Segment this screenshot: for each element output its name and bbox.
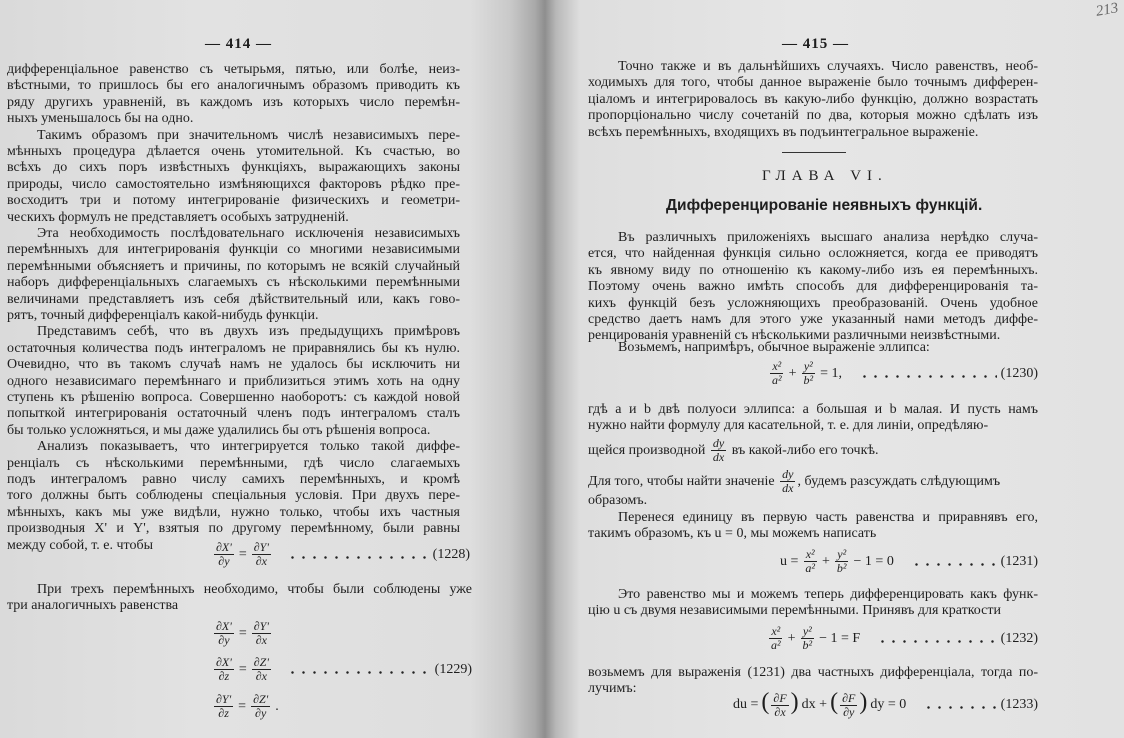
numerator: ∂F (842, 691, 856, 706)
section-divider (782, 152, 846, 153)
text-line: ренціалъ съ нѣсколькими перемѣнными, гдѣ число слагаемыхъ (7, 455, 460, 471)
denominator: a² (771, 638, 781, 652)
text-line: Возьмемъ, напримѣръ, обычное выраженіе эллипса: (618, 340, 930, 355)
equation-term: + (787, 630, 796, 646)
equation-1229-row-2 (212, 656, 472, 683)
text-segment: Для того, чтобы найти значеніе (588, 474, 779, 489)
paragraph (588, 59, 1038, 141)
equation-1229-row-3 (212, 693, 282, 720)
numerator: x² (772, 359, 782, 373)
denominator: b² (803, 373, 814, 387)
text-line: ходимыхъ для того, чтобы данное выраженіе было точнымъ дифферен- (588, 75, 1038, 91)
denominator: a² (772, 373, 782, 387)
left-paren: ( (830, 689, 839, 715)
text-segment: , будемъ разсуждать слѣдующимъ (797, 474, 1001, 489)
paragraph (588, 230, 1038, 345)
equation-term: du = (733, 696, 759, 712)
numerator: ∂Y' (216, 692, 232, 706)
text-line: къ явному виду по отношенію къ какому-либо изъ ея перемѣнныхъ. (588, 262, 1038, 278)
paragraph (7, 128, 460, 226)
text-line: Представимъ себѣ, что въ двухъ изъ предыдущихъ примѣровъ (37, 324, 460, 340)
text-line: подъ интеграломъ равно числу самихъ перемѣнныхъ, и кромѣ (7, 471, 460, 487)
denominator: ∂y (218, 554, 230, 568)
text-line: величинами представляетъ изъ себя дѣйствительный или, какъ гово- (7, 291, 460, 307)
chapter-title: Дифференцированіе неявныхъ функцій. (666, 197, 983, 214)
equation-term: = (238, 625, 247, 641)
denominator: a² (805, 561, 816, 575)
text-line: ряду другихъ уравненій, въ каждомъ изъ которыхъ число перемѣн- (7, 94, 460, 110)
numerator: x² (771, 624, 781, 638)
equation-number: (1231) (1000, 553, 1038, 569)
paragraph (588, 493, 1038, 509)
numerator: ∂Y' (253, 619, 269, 633)
denominator: ∂z (218, 706, 229, 720)
parenthesized-fraction (830, 690, 867, 719)
equation-1231 (777, 548, 1038, 575)
text-line: Это равенство мы и можемъ теперь дифференцировать какъ функ- (618, 587, 1038, 602)
text-line: Анализъ показываетъ, что интегрируется только такой диффе- (37, 439, 460, 455)
chapter-heading: ГЛАВА VI. (762, 168, 888, 184)
fraction (252, 656, 271, 683)
fraction (251, 693, 270, 720)
paragraph (7, 582, 472, 615)
right-paren: ) (859, 689, 868, 715)
equation-1229-row-1 (212, 620, 273, 647)
text-line: рятъ, точный дифференціалъ какой-нибудь функціи. (7, 307, 319, 323)
equation-term: = (238, 698, 247, 714)
fraction (803, 548, 817, 575)
numerator: dy (782, 467, 794, 482)
denominator: dx (782, 481, 794, 496)
fraction (780, 468, 795, 495)
numerator: y² (803, 359, 813, 373)
text-line: средство даетъ намъ для этого уже указанный нами методъ диффе- (588, 311, 1038, 327)
equation-term: = 1, (820, 365, 843, 381)
text-line: Точно также и въ дальнѣйшихъ случаяхъ. Число равенствъ, необ- (618, 59, 1038, 74)
equation-term: dx + (801, 696, 828, 712)
equation-1228 (212, 541, 470, 568)
text-line (588, 436, 1038, 466)
text-line: нужно найти формулу для касательной, т. е. для линіи, опредѣляю- (588, 418, 989, 434)
paragraph (588, 402, 1038, 435)
fraction (214, 693, 233, 720)
text-line: перемѣнныхъ для интегрированія функціи со многими независимыми (7, 242, 460, 258)
numerator: ∂F (773, 691, 787, 706)
text-segment: щейся производной (588, 443, 709, 458)
fraction (835, 548, 849, 575)
text-line: Поэтому очень важно имѣть способъ для дифференцированія та- (588, 279, 1038, 295)
text-line: Такимъ образомъ при значительномъ числѣ независимыхъ пере- (37, 127, 460, 143)
numerator: y² (837, 547, 847, 561)
numerator: dy (712, 436, 725, 451)
text-line: производныя X' и Y', взятыя по другому перемѣнному, были равны (7, 521, 460, 537)
paragraph (7, 324, 460, 439)
fraction (802, 360, 816, 387)
fraction (771, 692, 788, 719)
left-paren: ( (761, 689, 770, 715)
numerator: ∂X' (216, 540, 232, 554)
dot-leader (911, 563, 997, 566)
equation-term: u = (780, 553, 799, 569)
equation-term: − 1 = F (819, 630, 861, 646)
numerator: y² (802, 624, 812, 638)
equation-1233 (730, 690, 1038, 719)
fraction (214, 620, 234, 647)
fraction (769, 625, 783, 652)
denominator: ∂y (218, 633, 230, 647)
text-line: ется, что найденная функція сильно осложняется, когда ее приводятъ (588, 246, 1038, 262)
equation-number: (1228) (432, 546, 470, 562)
denominator: b² (836, 561, 847, 575)
denominator: ∂y (843, 705, 855, 720)
text-line: попыткой интегрированія остаточный членъ подъ интеграломъ сталъ (7, 406, 460, 422)
equation-1232 (767, 625, 1038, 652)
equation-term: = (238, 546, 247, 562)
text-line: бы только усложняться, и мы даже удалились бы отъ рѣшенія вопроса. (7, 422, 431, 438)
text-line: пропорціонально числу сочетаній по два, которыя можно сдѣлать изъ (588, 108, 1038, 124)
page-number: — 414 — (205, 36, 272, 52)
denominator: ∂y (255, 706, 267, 720)
page-number: — 415 — (782, 36, 849, 52)
equation-number: (1233) (1000, 696, 1038, 712)
dot-leader (877, 640, 996, 643)
handwritten-page-mark: 213 (1094, 0, 1120, 20)
equation-1230 (768, 360, 1038, 387)
text-line: возьмемъ для выраженія (1231) два частныхъ дифференціала, тогда по- (588, 665, 1038, 680)
text-line: наборъ дифференціальныхъ слагаемыхъ съ нѣсколькими перемѣнными (7, 275, 460, 291)
fraction (252, 541, 271, 568)
parenthesized-fraction (761, 690, 798, 719)
paragraph (588, 510, 1038, 543)
text-line: вѣстными, то пришлось бы его аналогичнымъ образомъ приводить къ (7, 78, 460, 94)
equation-number: (1230) (1000, 365, 1038, 381)
text-line: лучимъ: (588, 681, 637, 697)
text-line: ныхъ уменьшалось бы на одно. (7, 111, 194, 127)
text-line: мѣнныхъ, какъ мы уже видѣли, нужно только, чтобы ихъ частныя (7, 504, 460, 520)
dot-leader (287, 556, 429, 559)
fraction (711, 437, 726, 464)
text-line: ческихъ формулъ не представляетъ особыхъ затрудненій. (7, 209, 349, 225)
numerator: ∂Z' (253, 692, 269, 706)
denominator: ∂z (218, 669, 230, 683)
equation-term: = (238, 661, 247, 677)
text-line: цію u съ двумя независимыми перемѣнными. Принявъ для краткости (588, 603, 1001, 619)
denominator: ∂x (774, 705, 786, 720)
text-line: того должны быть соблюдены спеціальныя условія. При двухъ пере- (7, 488, 460, 504)
denominator: ∂x (255, 554, 267, 568)
equation-term: − 1 = 0 (853, 553, 894, 569)
text-line: природы, число самостоятельно измѣняющихся факторовъ рѣдко пре- (7, 176, 460, 192)
dot-leader (287, 671, 431, 674)
right-page (560, 0, 1124, 738)
text-line: три аналогичныхъ равенства (7, 598, 179, 614)
paragraph (588, 340, 1038, 356)
numerator: ∂X' (216, 655, 232, 669)
fraction (252, 620, 271, 647)
text-line: гдѣ a и b двѣ полуоси эллипса: a большая и b малая. И пусть намъ (588, 402, 1038, 417)
text-line: между собой, т. е. чтобы (7, 537, 153, 553)
numerator: ∂X' (216, 619, 232, 633)
denominator: ∂x (255, 633, 267, 647)
text-line: всѣхъ перемѣнныхъ, входящихъ въ подъинтегральное выраженіе. (588, 124, 979, 140)
text-segment: въ какой-либо его точкѣ. (728, 443, 879, 458)
equation-term: + (822, 553, 830, 569)
text-line: дифференціальное равенство съ четырьмя, пятью, или болѣе, неиз- (7, 62, 460, 77)
dot-leader (859, 375, 997, 378)
equation-term: + (788, 365, 797, 381)
denominator: ∂x (255, 669, 267, 683)
text-line: такимъ образомъ, къ u = 0, мы можемъ написать (588, 526, 877, 542)
fraction (770, 360, 784, 387)
text-line: Перенеся единицу въ первую часть равенства и приравнявъ его, (618, 510, 1038, 525)
text-line: перемѣнными объясняетъ и причины, по которымъ не всякій случайный (7, 258, 460, 274)
text-line: одного независимаго перемѣннаго и приблизиться этимъ хоть на одну (7, 373, 460, 389)
denominator: dx (712, 450, 725, 465)
numerator: ∂Z' (253, 655, 269, 669)
paragraph (588, 436, 1038, 466)
text-line: Очевидно, что въ такомъ случаѣ намъ не удалось бы исключить ни (7, 357, 460, 373)
equation-term: dy = 0 (870, 696, 907, 712)
text-line: ціаломъ и интегрировалось въ какую-либо функцію, должно возрастать (588, 91, 1038, 107)
numerator: ∂Y' (253, 540, 269, 554)
paragraph (7, 226, 460, 324)
text-line: Эта необходимость послѣдовательнаго исключенія независимыхъ (37, 226, 460, 241)
paragraph (7, 439, 460, 554)
denominator: b² (802, 638, 813, 652)
numerator: x² (805, 547, 815, 561)
fraction (801, 625, 815, 652)
text-line: всѣхъ до сихъ поръ извѣстныхъ функціяхъ, выражающихъ законы (7, 160, 460, 176)
text-line: Въ различныхъ приложеніяхъ высшаго анализа нерѣдко случа- (618, 230, 1038, 245)
fraction (214, 541, 234, 568)
paragraph (7, 62, 460, 128)
equation-number: (1232) (1000, 630, 1038, 646)
text-line: При трехъ перемѣнныхъ необходимо, чтобы были соблюдены уже (37, 582, 472, 597)
paragraph (588, 587, 1038, 620)
text-line: образомъ. (588, 493, 648, 508)
fraction (214, 656, 234, 683)
right-paren: ) (790, 689, 799, 715)
text-line: мѣнныхъ процедура дѣлается очень утомительной. Къ счастью, во (7, 143, 460, 159)
fraction (840, 692, 857, 719)
text-line: ступень къ рѣшенію вопроса. Совершенно наоборотъ: съ каждой новой (7, 389, 460, 405)
text-line: ренцированія уравненій съ нѣсколькими различными неизвѣстными. (588, 328, 1001, 344)
text-line: восходитъ три и потому интегрированіе физическихъ и геометри- (7, 193, 460, 209)
equation-term: . (275, 698, 279, 714)
dot-leader (923, 706, 996, 709)
left-page (0, 0, 520, 738)
text-line: остаточныя количества подъ интеграломъ не приравнялись бы къ нулю. (7, 340, 460, 356)
text-line: кихъ функцій безъ усложняющихъ преобразованій. Очень удобное (588, 295, 1038, 311)
equation-number: (1229) (434, 661, 472, 677)
